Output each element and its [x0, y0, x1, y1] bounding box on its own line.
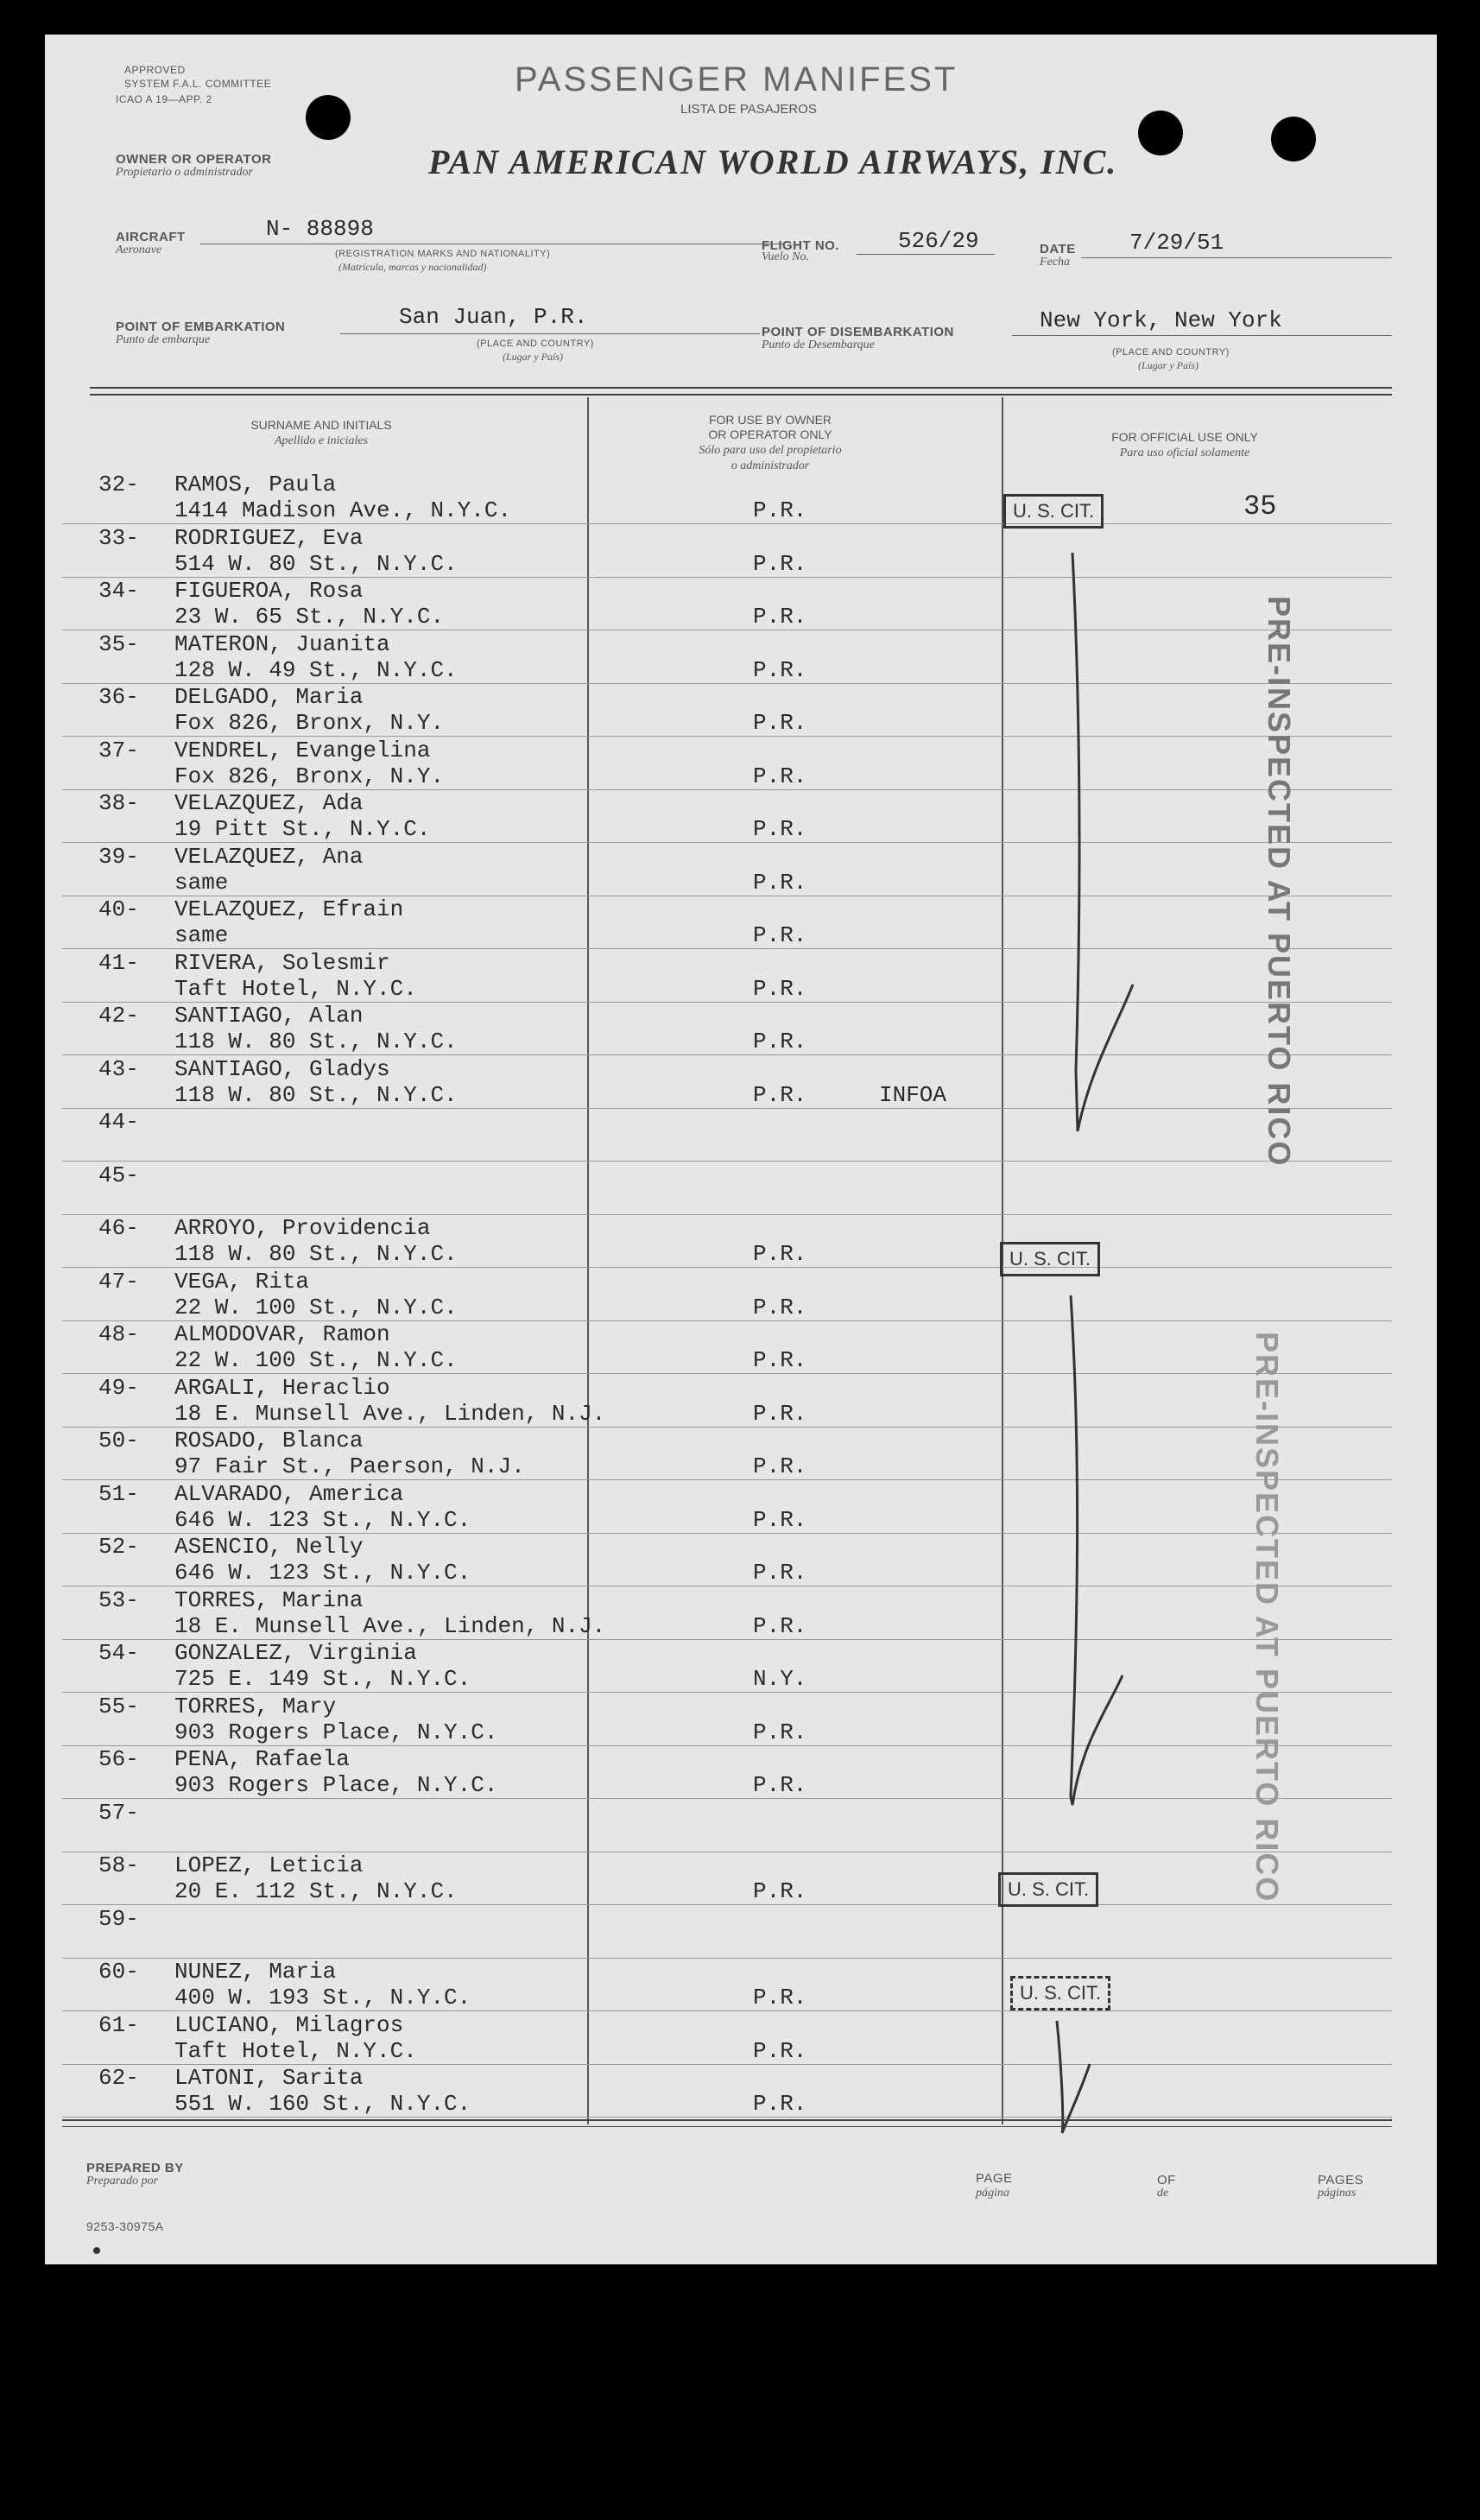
- row-number: 52-: [98, 1534, 139, 1560]
- row-number: 34-: [98, 578, 139, 604]
- passenger-name: LOPEZ, Leticia: [174, 1852, 364, 1878]
- us-citizen-stamp: U. S. CIT.: [1010, 1976, 1110, 2010]
- row-number: 40-: [98, 896, 139, 922]
- flight-label-es: Vuelo No.: [762, 250, 809, 263]
- passenger-name: TORRES, Mary: [174, 1693, 337, 1719]
- row-number: 43-: [98, 1055, 139, 1082]
- page-label: PAGE: [976, 2171, 1013, 2186]
- passenger-name: MATERON, Juanita: [174, 630, 390, 657]
- us-citizen-stamp: U. S. CIT.: [998, 1872, 1098, 1907]
- of-label-es: de: [1157, 2187, 1169, 2200]
- row-number: 59-: [98, 1905, 139, 1932]
- passenger-address: 18 E. Munsell Ave., Linden, N.J.: [174, 1612, 606, 1639]
- registration-note: (REGISTRATION MARKS AND NATIONALITY): [335, 249, 551, 259]
- passenger-name: GONZALEZ, Virginia: [174, 1640, 417, 1666]
- row-number: 33-: [98, 524, 139, 551]
- row-number: 39-: [98, 843, 139, 870]
- owner-use-value: P.R.: [753, 816, 807, 842]
- passenger-address: 400 W. 193 St., N.Y.C.: [174, 1985, 471, 2010]
- of-label: OF: [1157, 2173, 1176, 2188]
- row-number: 41-: [98, 949, 139, 976]
- passenger-address: Fox 826, Bronx, N.Y.: [174, 763, 445, 789]
- owner-use-value: P.R.: [753, 710, 807, 736]
- owner-use-value: P.R.: [753, 1029, 807, 1054]
- passenger-name: DELGADO, Maria: [174, 684, 364, 710]
- flight-value: 526/29: [898, 228, 979, 254]
- column-header-owner: FOR USE BY OWNER OR OPERATOR ONLY Sólo para uso del propietario o administrador: [699, 413, 842, 472]
- vertical-stamp: PRE-INSPECTED AT PUERTO RICO: [1262, 596, 1297, 1168]
- disembark-label: POINT OF DISEMBARKATION: [762, 325, 954, 339]
- passenger-name: PENA, Rafaela: [174, 1746, 350, 1772]
- passenger-address: Fox 826, Bronx, N.Y.: [174, 710, 445, 736]
- form-number: 9253-30975A: [86, 2219, 164, 2233]
- passenger-address: 128 W. 49 St., N.Y.C.: [174, 656, 458, 683]
- passenger-address: Taft Hotel, N.Y.C.: [174, 975, 417, 1002]
- pages-label: PAGES: [1318, 2173, 1364, 2188]
- passenger-address: same: [174, 869, 229, 896]
- passenger-address: 903 Rogers Place, N.Y.C.: [174, 1719, 498, 1745]
- embark-label: POINT OF EMBARKATION: [116, 320, 286, 334]
- row-number: 49-: [98, 1374, 139, 1401]
- owner-use-value: P.R.: [753, 1347, 807, 1373]
- owner-use-value: P.R.: [753, 656, 807, 683]
- column-header-surname: SURNAME AND INITIALS Apellido e iniciales: [250, 418, 392, 447]
- pages-label-es: páginas: [1318, 2187, 1357, 2200]
- passenger-name: LATONI, Sarita: [174, 2065, 364, 2091]
- passenger-address: 20 E. 112 St., N.Y.C.: [174, 1878, 458, 1904]
- passenger-address: 118 W. 80 St., N.Y.C.: [174, 1241, 458, 1267]
- passenger-name: VELAZQUEZ, Ana: [174, 843, 364, 870]
- passenger-name: RIVERA, Solesmir: [174, 949, 390, 976]
- row-number: 58-: [98, 1852, 139, 1878]
- passenger-address: same: [174, 922, 229, 948]
- vertical-stamp: PRE-INSPECTED AT PUERTO RICO: [1249, 1332, 1285, 1903]
- row-number: 61-: [98, 2011, 139, 2038]
- passenger-name: SANTIAGO, Alan: [174, 1003, 364, 1029]
- owner-use-value: P.R.: [753, 1453, 807, 1479]
- passenger-name: ALVARADO, America: [174, 1480, 404, 1507]
- row-number: 44-: [98, 1109, 139, 1135]
- row-number: 32-: [98, 472, 139, 497]
- passenger-address: 1414 Madison Ave., N.Y.C.: [174, 497, 512, 523]
- aircraft-label-es: Aeronave: [116, 244, 162, 256]
- passenger-address: 19 Pitt St., N.Y.C.: [174, 816, 431, 842]
- passenger-address: 22 W. 100 St., N.Y.C.: [174, 1347, 458, 1373]
- passenger-name: ARROYO, Providencia: [174, 1215, 431, 1241]
- row-number: 57-: [98, 1799, 139, 1826]
- approved-line2: SYSTEM F.A.L. COMMITTEE: [124, 78, 272, 90]
- embark-place-note: (PLACE AND COUNTRY): [477, 339, 594, 349]
- owner-use-value: P.R.: [753, 2091, 807, 2117]
- passenger-name: ARGALI, Heraclio: [174, 1374, 390, 1401]
- owner-use-value: P.R.: [753, 1612, 807, 1639]
- row-number: 35-: [98, 630, 139, 657]
- row-number: 45-: [98, 1162, 139, 1188]
- row-number: 50-: [98, 1428, 139, 1453]
- owner-use-value: P.R.: [753, 1719, 807, 1745]
- aircraft-value: N- 88898: [266, 216, 374, 242]
- passenger-name: TORRES, Marina: [174, 1586, 364, 1613]
- owner-use-value: P.R.: [753, 550, 807, 577]
- passenger-name: VENDREL, Evangelina: [174, 737, 431, 763]
- row-number: 62-: [98, 2065, 139, 2091]
- row-number: 38-: [98, 790, 139, 816]
- passenger-name: VELAZQUEZ, Efrain: [174, 896, 404, 922]
- row-number: 37-: [98, 737, 139, 763]
- owner-use-value: P.R.: [753, 1985, 807, 2010]
- owner-use-value: P.R.: [753, 922, 807, 948]
- passenger-name: RODRIGUEZ, Eva: [174, 524, 364, 551]
- owner-label: OWNER OR OPERATOR: [116, 152, 272, 167]
- passenger-address: 18 E. Munsell Ave., Linden, N.J.: [174, 1400, 606, 1427]
- owner-use-value: P.R.: [753, 497, 807, 523]
- row-number: 51-: [98, 1480, 139, 1507]
- date-label-es: Fecha: [1040, 256, 1070, 269]
- page-label-es: página: [976, 2187, 1009, 2200]
- passenger-address: Taft Hotel, N.Y.C.: [174, 2037, 417, 2064]
- approved-line3: ICAO A 19—APP. 2: [116, 93, 212, 105]
- passenger-name: SANTIAGO, Gladys: [174, 1055, 390, 1082]
- owner-note: INFOA: [879, 1081, 947, 1108]
- row-number: 48-: [98, 1321, 139, 1347]
- owner-use-value: P.R.: [753, 604, 807, 630]
- document-subtitle: LISTA DE PASAJEROS: [680, 102, 817, 117]
- owner-use-value: P.R.: [753, 1081, 807, 1108]
- owner-use-value: P.R.: [753, 2037, 807, 2064]
- passenger-name: NUNEZ, Maria: [174, 1959, 337, 1985]
- passenger-name: ASENCIO, Nelly: [174, 1534, 364, 1560]
- owner-use-value: N.Y.: [753, 1666, 807, 1692]
- row-number: 54-: [98, 1640, 139, 1666]
- passenger-address: 118 W. 80 St., N.Y.C.: [174, 1081, 458, 1108]
- us-citizen-stamp: U. S. CIT.: [1003, 494, 1104, 529]
- passenger-address: 22 W. 100 St., N.Y.C.: [174, 1294, 458, 1320]
- owner-use-value: P.R.: [753, 1241, 807, 1267]
- row-number: 56-: [98, 1746, 139, 1772]
- approved-line1: APPROVED: [124, 64, 186, 76]
- passenger-name: RAMOS, Paula: [174, 472, 337, 497]
- disembark-place-note-es: (Lugar y País): [1138, 359, 1199, 371]
- prepared-label: PREPARED BY: [86, 2161, 184, 2175]
- owner-use-value: P.R.: [753, 869, 807, 896]
- passenger-address: 903 Rogers Place, N.Y.C.: [174, 1772, 498, 1798]
- passenger-address: 97 Fair St., Paerson, N.J.: [174, 1453, 525, 1479]
- passenger-address: 514 W. 80 St., N.Y.C.: [174, 550, 458, 577]
- owner-use-value: P.R.: [753, 763, 807, 789]
- document-title: PASSENGER MANIFEST: [515, 60, 958, 98]
- us-citizen-stamp: U. S. CIT.: [1000, 1242, 1100, 1276]
- disembark-place-note: (PLACE AND COUNTRY): [1112, 347, 1230, 358]
- passenger-address: 725 E. 149 St., N.Y.C.: [174, 1666, 471, 1692]
- row-number: 53-: [98, 1586, 139, 1613]
- owner-use-value: P.R.: [753, 1400, 807, 1427]
- row-number: 55-: [98, 1693, 139, 1719]
- embark-place-note-es: (Lugar y País): [503, 351, 563, 363]
- owner-use-value: P.R.: [753, 1506, 807, 1533]
- aircraft-label: AIRCRAFT: [116, 230, 186, 244]
- page-count: 35: [1243, 491, 1277, 522]
- owner-use-value: P.R.: [753, 1560, 807, 1586]
- passenger-address: 551 W. 160 St., N.Y.C.: [174, 2091, 471, 2117]
- passenger-address: 23 W. 65 St., N.Y.C.: [174, 604, 445, 630]
- owner-use-value: P.R.: [753, 1878, 807, 1904]
- passenger-address: 118 W. 80 St., N.Y.C.: [174, 1029, 458, 1054]
- column-header-official: FOR OFFICIAL USE ONLY Para uso oficial solamente: [1111, 430, 1258, 459]
- date-value: 7/29/51: [1129, 230, 1224, 256]
- flight-label: FLIGHT NO.: [762, 238, 839, 253]
- passenger-name: ALMODOVAR, Ramon: [174, 1321, 390, 1347]
- passenger-name: VEGA, Rita: [174, 1268, 310, 1295]
- passenger-name: ROSADO, Blanca: [174, 1428, 364, 1453]
- prepared-label-es: Preparado por: [86, 2175, 159, 2188]
- registration-note-es: (Matrícula, marcas y nacionalidad): [338, 261, 487, 273]
- passenger-address: 646 W. 123 St., N.Y.C.: [174, 1506, 471, 1533]
- date-label: DATE: [1040, 242, 1076, 256]
- row-number: 47-: [98, 1268, 139, 1295]
- owner-use-value: P.R.: [753, 1294, 807, 1320]
- disembark-value: New York, New York: [1040, 307, 1282, 333]
- manifest-page: [45, 35, 1437, 2264]
- owner-use-value: P.R.: [753, 1772, 807, 1798]
- passenger-name: FIGUEROA, Rosa: [174, 578, 364, 604]
- airline-name: PAN AMERICAN WORLD AIRWAYS, INC.: [428, 142, 1118, 181]
- row-number: 36-: [98, 684, 139, 710]
- embark-value: San Juan, P.R.: [399, 304, 588, 330]
- disembark-label-es: Punto de Desembarque: [762, 339, 875, 351]
- check-marks: [45, 35, 1437, 2264]
- owner-use-value: P.R.: [753, 975, 807, 1002]
- passenger-name: LUCIANO, Milagros: [174, 2011, 404, 2038]
- embark-label-es: Punto de embarque: [116, 333, 211, 346]
- passenger-address: 646 W. 123 St., N.Y.C.: [174, 1560, 471, 1586]
- owner-label-es: Propietario o administrador: [116, 166, 253, 179]
- row-number: 46-: [98, 1215, 139, 1241]
- row-number: 60-: [98, 1959, 139, 1985]
- passenger-name: VELAZQUEZ, Ada: [174, 790, 364, 816]
- row-number: 42-: [98, 1003, 139, 1029]
